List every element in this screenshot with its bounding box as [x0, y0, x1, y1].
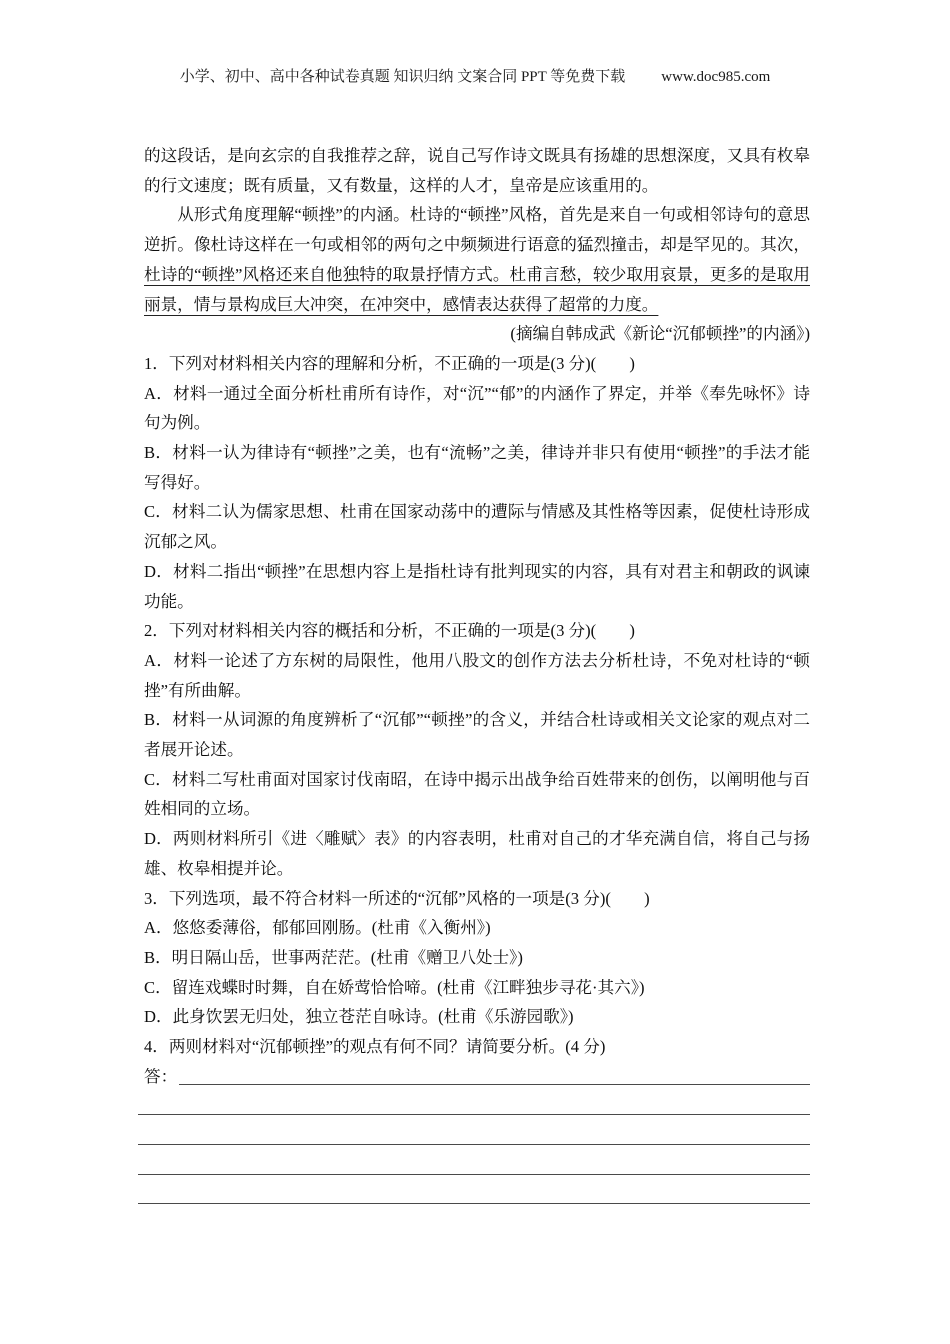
header-site-url: www.doc985.com [661, 69, 771, 85]
passage-paragraph-1: 的这段话，是向玄宗的自我推荐之辞，说自己写作诗文既具有扬雄的思想深度，又具有枚皋的行文速度；既有质量，又有数量，这样的人才，皇帝是应该重用的。 [144, 146, 810, 195]
question-3-option-a: A．悠悠委薄俗，郁郁回刚肠。(杜甫《入衡州》) [144, 918, 491, 938]
header-promo-text: 小学、初中、高中各种试卷真题 知识归纳 文案合同 PPT 等免费下载 [179, 69, 626, 85]
question-1-option-c: C．材料二认为儒家思想、杜甫在国家动荡中的遭际与情感及其性格等因素，促使杜诗形成沉郁之风。 [144, 502, 810, 552]
passage-paragraph-2 [144, 200, 810, 319]
question-3-option-c: C．留连戏蝶时时舞，自在娇莺恰恰啼。(杜甫《江畔独步寻花·其六》) [144, 977, 645, 997]
question-3-option-d: D．此身饮罢无归处，独立苍茫自咏诗。(杜甫《乐游园歌》) [144, 1007, 574, 1027]
question-1-option-a: A．材料一通过全面分析杜甫所有诗作，对“沉”“郁”的内涵作了界定，并举《奉先咏怀》诗句为例。 [144, 383, 810, 433]
answer-blank-line [144, 1181, 810, 1211]
question-2-option-a: A．材料一论述了方东树的局限性，他用八股文的创作方法去分析杜诗，不免对杜诗的“顿挫”有所曲解。 [144, 650, 810, 700]
question-3-stem: 3．下列选项，最不符合材料一所述的“沉郁”风格的一项是(3 分)( ) [144, 888, 650, 908]
passage-attribution: (摘编自韩成武《新论“沉郁顿挫”的内涵》) [510, 324, 810, 344]
question-1-stem: 1．下列对材料相关内容的理解和分析，不正确的一项是(3 分)( ) [144, 353, 635, 373]
answer-blank-line [179, 1084, 810, 1085]
document-body [144, 141, 810, 1210]
question-2-option-c: C．材料二写杜甫面对国家讨伐南昭，在诗中揭示出战争给百姓带来的创伤，以阐明他与百姓相同的立场。 [144, 769, 810, 819]
answer-blank-line [144, 1121, 810, 1151]
answer-area [144, 1062, 810, 1210]
question-2-option-b: B．材料一从词源的角度辨析了“沉郁”“顿挫”的含义，并结合杜诗或相关文论家的观点对二者展开论述。 [144, 710, 810, 760]
answer-blank-line [144, 1151, 810, 1181]
passage-paragraph-2-lead: 从形式角度理解“顿挫”的内涵。杜诗的“顿挫”风格，首先是来自一句或相邻诗句的意思逆折。像杜诗这样在一句或相邻的两句之中频频进行语意的猛烈撞击，却是罕见的。其次， [144, 205, 810, 255]
question-1-option-d: D．材料二指出“顿挫”在思想内容上是指杜诗有批判现实的内容，具有对君主和朝政的讽谏功能。 [144, 561, 810, 611]
answer-first-row [144, 1062, 810, 1092]
question-3-option-b: B．明日隔山岳，世事两茫茫。(杜甫《赠卫八处士》) [144, 947, 523, 967]
question-2-stem: 2．下列对材料相关内容的概括和分析，不正确的一项是(3 分)( ) [144, 621, 635, 641]
question-2-option-d: D．两则材料所引《进〈雕赋〉表》的内容表明，杜甫对自己的才华充满自信，将自己与扬雄、枚皋相提并论。 [144, 829, 810, 878]
site-header [0, 65, 950, 86]
answer-label: 答： [144, 1066, 178, 1086]
passage-underlined-text: 杜诗的“顿挫”风格还来自他独特的取景抒情方式。杜甫言愁，较少取用哀景，更多的是取用丽景，情与景构成巨大冲突，在冲突中，感情表达获得了超常的力度。 [144, 264, 810, 314]
question-4-stem: 4．两则材料对“沉郁顿挫”的观点有何不同？请简要分析。(4 分) [144, 1037, 606, 1057]
question-1-option-b: B．材料一认为律诗有“顿挫”之美，也有“流畅”之美，律诗并非只有使用“顿挫”的手法才能写得好。 [144, 443, 810, 492]
answer-blank-line [144, 1091, 810, 1121]
